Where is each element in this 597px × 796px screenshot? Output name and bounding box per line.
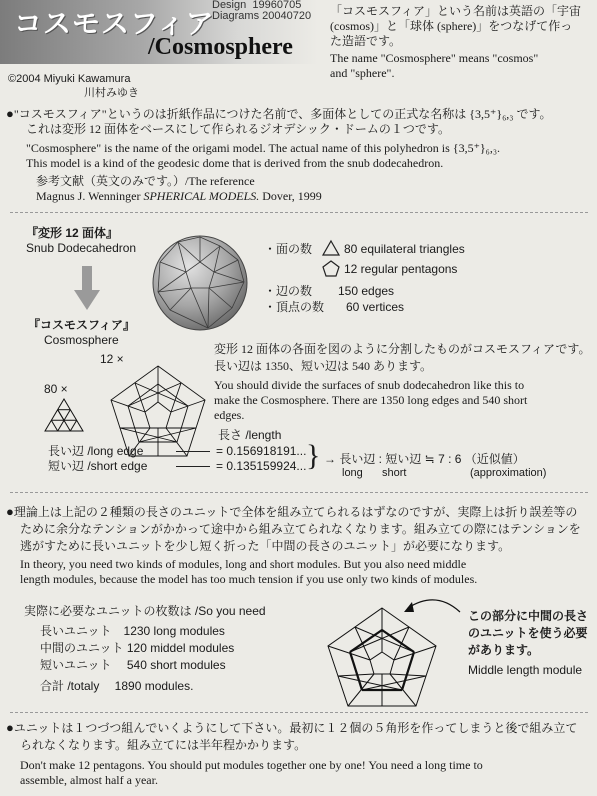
short-edge-label: 短い辺 /short edge xyxy=(48,459,148,473)
middle-module-count: 中間のユニット 120 middel modules xyxy=(40,641,235,655)
pentagon-icon xyxy=(322,260,340,277)
long-edge-label: 長い辺 /long edge xyxy=(48,444,144,458)
snub-label-jp: 『変形 12 面体』 xyxy=(26,226,119,240)
bullet-icon: ● xyxy=(6,106,14,121)
cosmo-label-en: Cosmosphere xyxy=(44,333,119,347)
module-count-header: 実際に必要なユニットの枚数は /So you need xyxy=(24,604,266,618)
middle-module-note: この部分に中間の長さ のユニットを使う必要 があります。 Middle length module xyxy=(468,609,589,677)
ratio-long-caption: long xyxy=(342,467,363,479)
ratio-short-caption: short xyxy=(382,467,407,479)
subdivided-triangle-illustration xyxy=(44,398,84,432)
copyright: ©2004 Miyuki Kawamura xyxy=(8,73,131,85)
intro-text: 「コスモスフィア」という名前は英語の「宇宙 (cosmos)」と「球体 (sphere)」をつなげて作っ た造語です。 The name "Cosmosphere" means "cosmos" and "sphere". xyxy=(330,4,582,80)
section-divider xyxy=(10,212,588,213)
vertices-label: ・頂点の数 xyxy=(264,300,325,314)
section-assembly-advice: ●ユニットは１つづつ組んでいくようにして下さい。最初に１２個の５角形を作ってしまうと後で組み立て られなくなります。組み立てには半年程かかります。 Don't make 12 pentagons. You should put modules together one by one! You need a long time to assemble, almost half a year. xyxy=(6,720,578,787)
diagrams-date: Diagrams 20040720 xyxy=(212,10,312,22)
short-module-count: 短いユニット 540 short modules xyxy=(40,658,226,672)
short-edge-value: = 0.135159924... xyxy=(216,459,307,473)
snub-label-en: Snub Dodecahedron xyxy=(26,241,137,255)
pentagon-count: 12 regular pentagons xyxy=(344,262,458,276)
length-header: 長さ /length xyxy=(218,428,282,442)
ratio-approx-caption: (approximation) xyxy=(470,467,547,479)
section-divider xyxy=(10,712,588,713)
title-english: /Cosmosphere xyxy=(148,34,293,60)
curved-arrow-icon xyxy=(400,590,464,620)
author-japanese: 川村みゆき xyxy=(84,87,139,99)
snub-dodecahedron-illustration xyxy=(150,234,250,332)
section-divider xyxy=(10,492,588,493)
cosmo-label-jp: 『コスモスフィア』 xyxy=(28,318,136,332)
long-edge-value: = 0.156918191... xyxy=(216,444,307,458)
bullet-icon: ● xyxy=(6,504,14,519)
faces-label: ・面の数 xyxy=(264,242,313,256)
long-edge-line xyxy=(176,451,210,452)
short-edge-line xyxy=(176,466,210,467)
multiplier-12: 12 × xyxy=(100,352,124,366)
section-name-definition: ●"コスモスフィア"というのは折紙作品につけた名前で、多面体としての正式な名称は {3,5⁺}₆,₃ です。 これは変形 12 面体をベースにして作られるジオデシック・ドームの１つです。 "Cosmosphere" is the name of the origami model. The actual name of this polyhedron is {3,5⁺}₆,₃. This model is a kind of the geodesic dome that is derived from the snub dodecahedron. 参考文献（英文のみです。）/The reference Magnus J. Wenninger SPHERICAL MODELS. Dover, 1999 xyxy=(6,106,552,203)
bullet-icon: ● xyxy=(6,720,14,735)
subdivision-description: 変形 12 面体の各面を図のように分割したものがコスモスフィアです。 長い辺は 1350、短い辺は 540 あります。 You should divide the surfaces of snub dodecahedron like this to make the Cosmosphere. There are 1350 long edges and 540 short edges. xyxy=(214,342,591,422)
title-japanese: コスモスフィア xyxy=(14,8,215,39)
down-arrow-icon xyxy=(74,266,100,312)
section-tension-explanation: ●理論上は上記の２種類の長さのユニットで全体を組み立てられるはずなのですが、実際上は折り誤差等の ために余分なテンションがかかって途中から組み立てられなくなります。組み立ての際にはテンションを 逃がすために長いユニットを少し短く折った「中間の長さのユニット」が必要になります。 In theory, you need two kinds of modules, long and short modules. But you also need middle length modules, because the model has too much tension if you use only two kinds of modules. xyxy=(6,504,581,586)
long-module-count: 長いユニット 1230 long modules xyxy=(40,624,225,638)
multiplier-80: 80 × xyxy=(44,382,68,396)
edge-ratio: → 長い辺 : 短い辺 ≒ 7 : 6 （近似値） xyxy=(324,452,525,466)
edges-label: ・辺の数 xyxy=(264,284,313,298)
total-module-count: 合計 /totaly 1890 modules. xyxy=(40,679,194,693)
triangle-icon xyxy=(322,240,340,256)
vertices-count: 60 vertices xyxy=(346,300,405,314)
edges-count: 150 edges xyxy=(338,284,395,298)
triangle-count: 80 equilateral triangles xyxy=(344,242,465,256)
design-date: Design 19960705 xyxy=(212,0,302,11)
right-brace: } xyxy=(306,439,321,472)
